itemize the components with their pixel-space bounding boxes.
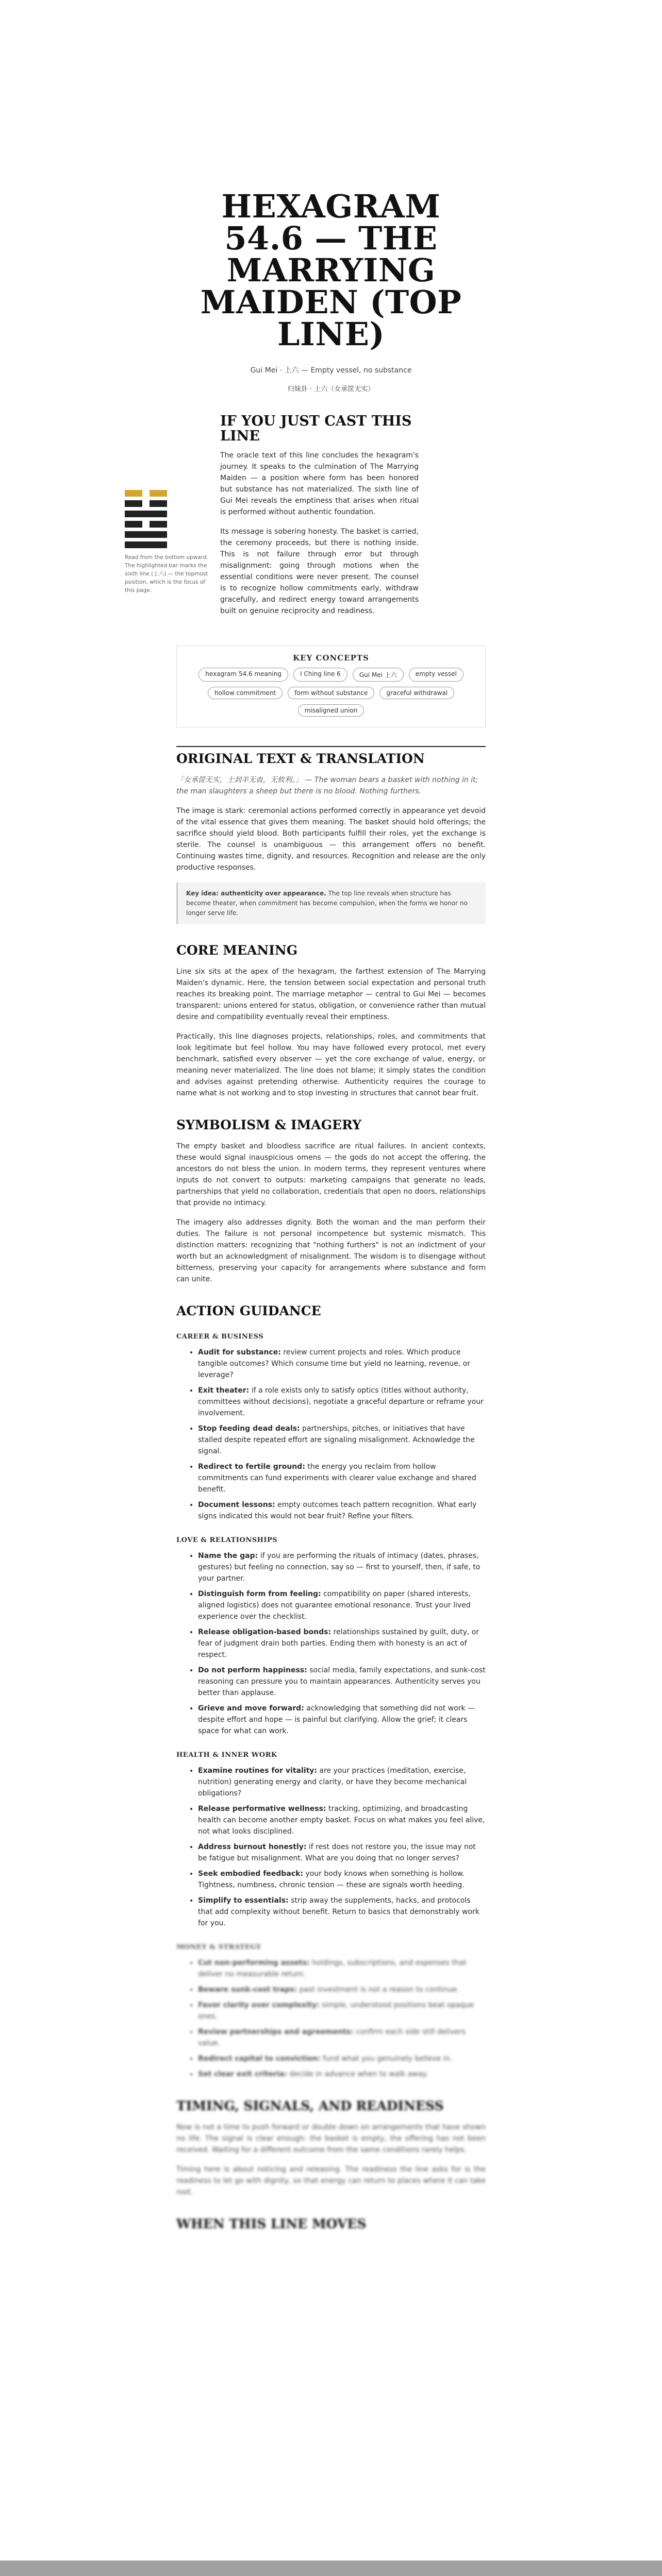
item-label: Distinguish form from feeling: [198,1590,321,1598]
hex-line-4 [125,511,167,517]
item-label: Redirect capital to conviction: [198,2055,321,2063]
hex-line-6-highlighted [125,490,167,497]
concept-chip[interactable]: hollow commitment [208,687,283,699]
timing-paragraph-2: Timing here is about noticing and releasing. The readiness the line asks for is the readiness to let go with dignity, so that energy can return to places where it can take root. [176,2165,486,2196]
item-label: Cut non-performing assets: [198,1959,310,1967]
symbolism-paragraph-1: The empty basket and bloodless sacrifice are ritual failures. In ancient contexts, these would signal inauspicious omens — the gods do not accept the offering, the ancestors do not bless the union. In modern terms, they represent ventures where inputs do not convert to outputs: marketing campaigns that generate no leads, partnerships that yield no collaboration, credentials that open no doors, relationships that provide no intimacy. [176,1142,486,1207]
list-item [198,1868,486,1891]
item-text: are your practices (meditation, exercise, nutrition) generating energy and clarity, or have they become mechanical obligations? [198,1767,467,1798]
hex-line-2 [125,531,167,538]
quote-en: — The woman bears a basket with nothing in it; the man slaughters a sheep but there is no blood. Nothing furthers. [176,776,478,795]
hexagram-diagram [125,490,167,548]
original-quote [176,774,486,797]
concept-chip[interactable]: misaligned union [298,704,365,717]
timing-paragraph-1: Now is not a time to push forward or double down on arrangements that have shown no life. The signal is clear enough: the basket is empty, the offering has not been received. Waiting for a different outcome from the same conditions rarely helps. [176,2123,486,2154]
list-item [198,2026,486,2049]
item-text: empty outcomes teach pattern recognition. What early signs indicated this would not bear fruit? Refine your filters. [198,1501,477,1520]
list-item [198,1461,486,1495]
list-item [198,1841,486,1864]
core-paragraph-2: Practically, this line diagnoses projects, relationships, roles, and commitments that look legitimate but feel hollow. You may have followed every protocol, met every benchmark, satisfied every observer — yet the core exchange of value, energy, or meaning never materialized. The line does not blame; it simply states the condition and advises against pretending otherwise. Authenticity requires the courage to name what is not working and to stop investing in structures that cannot bear fruit. [176,1032,486,1097]
item-label: Do not perform happiness: [198,1666,307,1674]
key-idea-label: Key idea: authenticity over appearance. [186,890,326,897]
moves-heading: WHEN THIS LINE MOVES [176,2216,367,2231]
item-text: social media, family expectations, and sunk-cost reasoning can pressure you to maintain appearances. Authenticity serves you better than applause. [198,1666,486,1697]
item-text: if you are performing the rituals of intimacy (dates, phrases, gestures) but feeling no connection, say so — first to yourself, then, if safe, to your partner. [198,1552,481,1583]
intro-paragraph-2: Its message is sobering honesty. The basket is carried, the ceremony proceeds, but there is nothing inside. This is not failure through error but through misalignment: going through motions when the essential conditions were never present. The counsel is to recognize hollow commitments early, withdraw gracefully, and redirect energy toward arrangements built on genuine reciprocity and readiness. [220,528,419,615]
key-idea-callout [176,883,486,924]
money-list [176,1957,486,2080]
list-item [198,1703,486,1737]
list-item [198,1347,486,1381]
page [125,0,486,2231]
intro-text [220,414,419,625]
item-text: decide in advance when to walk away. [287,2070,428,2078]
item-text: acknowledging that something did not work — despite effort and hope — is painful but clarifying. Allow the grief; it clears space for what can work. [198,1704,475,1735]
intro-paragraph-1: The oracle text of this line concludes the hexagram's journey. It speaks to the culmination of The Marrying Maiden — a position where form has been honored but substance has not materialized. The sixth line of Gui Mei reveals the emptiness that arises when ritual is performed without authentic foundation. [220,451,419,516]
key-concepts-heading: KEY CONCEPTS [293,653,369,663]
symbolism-paragraph-2: The imagery also addresses dignity. Both the woman and the man perform their duties. The failure is not personal incompetence but systemic mismatch. This distinction matters: recognizing that "nothing furthers" is not an indictment of your worth but an acknowledgment of misalignment. The wisdom is to disengage without bitterness, preserving your capacity for arrangements where substance and form can unite. [176,1218,486,1283]
item-text: confirm each side still delivers value. [198,2028,466,2047]
health-list [176,1765,486,1929]
concept-chip[interactable]: graceful withdrawal [379,687,454,699]
item-label: Document lessons: [198,1501,275,1509]
intro-heading: IF YOU JUST CAST THIS LINE [220,413,412,444]
list-item [198,1803,486,1837]
item-label: Favor clarity over complexity: [198,2001,320,2009]
love-list [176,1550,486,1737]
blurred-continuation [176,1943,486,2231]
item-text: tracking, optimizing, and broadcasting health can become another empty basket. Focus on what makes you feel alive, not what looks disciplined. [198,1805,485,1836]
list-item [198,1895,486,1929]
item-text: holdings, subscriptions, and expenses that deliver no measurable return. [198,1959,467,1978]
hero-cjk-subtitle: 归妹卦 · 上六（女承筐无实） [287,385,375,393]
list-item [198,2069,486,2080]
item-text: fund what you genuinely believe in. [320,2055,452,2063]
list-item [198,1626,486,1660]
hero-subtitle: Gui Mei · 上六 — Empty vessel, no substance [250,366,412,375]
item-label: Simplify to essentials: [198,1896,289,1905]
item-label: Seek embodied feedback: [198,1870,303,1878]
item-text: your body knows when something is hollow. Tightness, numbness, chronic tension — these are signals worth heeding. [198,1870,465,1889]
item-text: simple, understood positions beat opaque ones. [198,2001,474,2021]
item-label: Release performative wellness: [198,1805,326,1813]
core-meaning-heading: CORE MEANING [176,943,298,958]
hex-line-3 [125,521,167,528]
list-item [198,1423,486,1457]
item-text: compatibility on paper (shared interests, aligned logistics) does not guarantee emotional resonance. Trust your lived experience over the checklist. [198,1590,471,1621]
item-label: Examine routines for vitality: [198,1767,317,1775]
money-heading: MONEY & STRATEGY [176,1943,261,1951]
item-label: Name the gap: [198,1552,258,1560]
love-heading: LOVE & RELATIONSHIPS [176,1536,278,1544]
list-item [198,1665,486,1699]
intro-section [125,413,486,625]
career-list [176,1347,486,1522]
item-label: Set clear exit criteria: [198,2070,287,2078]
list-item [198,2053,486,2064]
item-label: Beware sunk-cost traps: [198,1986,297,1994]
list-item [198,1499,486,1522]
concept-chip[interactable]: I Ching line 6 [293,668,347,682]
hex-line-5 [125,500,167,507]
item-text: the energy you reclaim from hollow commitments can fund experiments with clearer value exchange and shared benefit. [198,1463,476,1494]
list-item [198,1385,486,1419]
original-text-heading: ORIGINAL TEXT & TRANSLATION [176,746,486,766]
concept-chips [187,668,475,717]
item-label: Audit for substance: [198,1348,281,1357]
item-text: review current projects and roles. Which produce tangible outcomes? Which consume time but yield no learning, revenue, or leverage? [198,1348,471,1379]
hexagram-caption: Read from the bottom upward. The highlighted bar marks the sixth line (上六) — the topmost position, which is the focus of this page. [125,554,208,594]
list-item [198,1588,486,1622]
item-text: if rest does not restore you, the issue may not be fatigue but misalignment. What are you doing that no longer serves? [198,1843,476,1862]
original-paragraph: The image is stark: ceremonial actions performed correctly in appearance yet devoid of the vital essence that gives them meaning. The basket should hold offerings; the sacrifice should yield blood. Both participants fulfill their roles, yet the exchange is sterile. The counsel is unambiguous — this arrangement offers no benefit. Continuing wastes time, dignity, and resources. Recognition and release are the only productive responses. [176,807,486,872]
key-concepts-box [176,646,486,727]
item-label: Grieve and move forward: [198,1704,304,1713]
concept-chip[interactable]: empty vessel [409,668,464,682]
health-heading: HEALTH & INNER WORK [176,1751,277,1759]
item-label: Address burnout honestly: [198,1843,307,1851]
page-title: HEXAGRAM 54.6 — THE MARRYING MAIDEN (TOP LINE) [200,188,462,353]
list-item [198,1984,486,1995]
core-paragraph-1: Line six sits at the apex of the hexagram, the farthest extension of The Marrying Maiden's dynamic. Here, the tension between social expectation and personal truth reaches its breaking point. The marriage metaphor — central to Gui Mei — becomes transparent: unions entered for status, obligation, or convenience rather than mutual desire and compatibility eventually reveal their emptiness. [176,968,486,1021]
action-guidance-heading: ACTION GUIDANCE [176,1303,321,1318]
item-text: strip away the supplements, hacks, and protocols that add complexity without benefit. Return to basics that demonstrably work for you. [198,1896,479,1927]
item-label: Release obligation-based bonds: [198,1628,332,1636]
item-label: Stop feeding dead deals: [198,1425,300,1433]
concept-chip[interactable]: form without substance [288,687,374,699]
item-text: relationships sustained by guilt, duty, or fear of judgment drain both parties. Ending them with honesty is an act of respect. [198,1628,479,1659]
symbolism-heading: SYMBOLISM & IMAGERY [176,1117,361,1132]
quote-cjk: 「女承筐无实，士刲羊无血，无攸利。」 [176,776,303,784]
career-heading: CAREER & BUSINESS [176,1333,264,1341]
list-item [198,1550,486,1584]
item-label: Exit theater: [198,1386,250,1395]
paywall-overlay [0,2561,662,2576]
timing-heading: TIMING, SIGNALS, AND READINESS [176,2098,444,2113]
hexagram-figure [125,414,208,625]
concept-chip[interactable]: hexagram 54.6 meaning [198,668,288,682]
hex-line-1 [125,541,167,548]
item-label: Redirect to fertile ground: [198,1463,305,1471]
concept-chip[interactable]: Gui Mei 上六 [353,668,404,682]
list-item [198,1765,486,1799]
item-text: if a role exists only to satisfy optics (titles without authority, committees without decisions), negotiate a graceful departure or reframe your involvement. [198,1386,484,1417]
item-text: past investment is not a reason to continue. [297,1986,459,1994]
list-item [198,1957,486,1980]
key-idea-text: The top line reveals when structure has become theater, when commitment has become compulsion, when the forms we honor no longer serve life. [186,890,468,917]
item-text: partnerships, pitches, or initiatives that have stalled despite repeated effort are signaling misalignment. Acknowledge the signal. [198,1425,475,1455]
list-item [198,1999,486,2022]
item-label: Review partnerships and agreements: [198,2028,354,2036]
